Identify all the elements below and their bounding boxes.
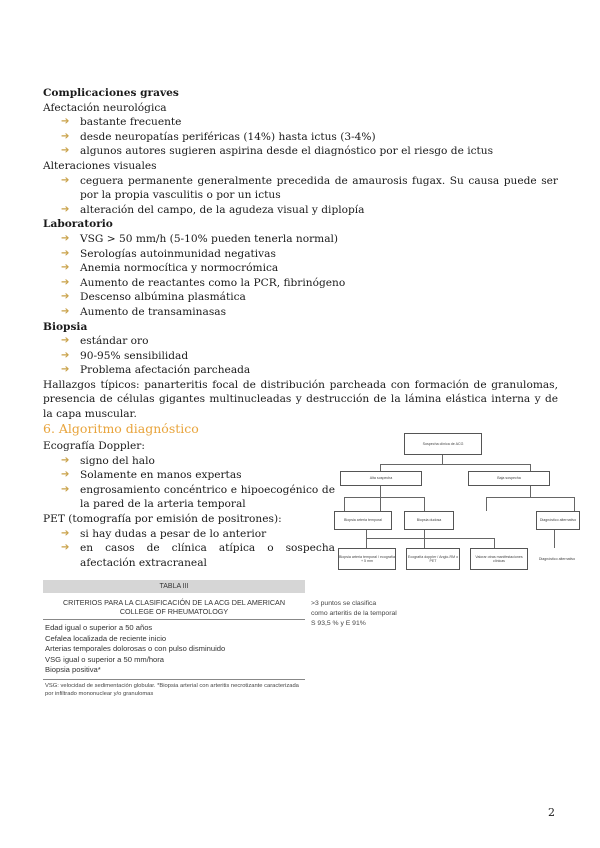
arrow-icon: ➔ [61, 247, 70, 259]
arrow-icon: ➔ [61, 174, 70, 186]
arrow-icon: ➔ [61, 469, 70, 481]
visual-list [43, 174, 558, 218]
list-item: ➔ Anemia normocítica y normocrómica [61, 262, 279, 275]
list-item: ➔ VSG > 50 mm/h (5-10% pueden tenerla normal) [61, 232, 339, 245]
table-row: Cefalea localizada de reciente inicio [45, 633, 167, 643]
main-text [43, 86, 558, 422]
page-number: 2 [548, 806, 555, 819]
arrow-icon: ➔ [61, 232, 70, 244]
algorithm-text [43, 439, 335, 570]
list-item: ➔ desde neuropatías periféricas (14%) hasta ictus (3-4%) [61, 130, 376, 143]
list-item: ➔ Aumento de reactantes como la PCR, fibrinógeno [61, 276, 346, 289]
list-item: ➔ signo del halo [61, 454, 155, 467]
table-footnote: VSG: velocidad de sedimentación globular. *Biopsia arterial con arteritis necrotizante caracterizada por infiltrado mononuclear y/o granulomas [45, 682, 299, 697]
list-item: ➔ ceguera permanente generalmente precedida de amaurosis fugax. Su causa puede ser por la propia vasculitis o por un ictus [61, 174, 558, 202]
table-header: TABLA III [43, 580, 305, 593]
biopsy-list [43, 334, 558, 378]
arrow-icon: ➔ [61, 527, 70, 539]
neuro-title: Afectación neurológica [43, 101, 167, 114]
arrow-icon: ➔ [61, 305, 70, 317]
flow-box-c2: Ecografía doppler / Angio-RM o PET [406, 548, 460, 570]
pet-title: PET (tomografía por emisión de positrones): [43, 512, 282, 525]
arrow-icon: ➔ [61, 349, 70, 361]
list-item: ➔ engrosamiento concéntrico e hipoecogénico de la pared de la arteria temporal [61, 483, 335, 511]
algorithm-title: 6. Algoritmo diagnóstico [43, 421, 199, 436]
arrow-icon: ➔ [61, 335, 70, 347]
pet-list [43, 527, 335, 571]
echo-title: Ecografía Doppler: [43, 440, 145, 452]
list-item: ➔ Aumento de transaminasas [61, 305, 227, 318]
list-item: ➔ Problema afectación parcheada [61, 364, 251, 377]
criteria-table [43, 580, 305, 701]
biopsy-title: Biopsia [43, 320, 88, 333]
list-item: ➔ 90-95% sensibilidad [61, 349, 189, 362]
list-item: ➔ estándar oro [61, 335, 149, 348]
table-row: Arterias temporales dolorosas o con pulso disminuido [45, 644, 226, 654]
arrow-icon: ➔ [61, 262, 70, 274]
list-item: ➔ bastante frecuente [61, 116, 182, 129]
arrow-icon: ➔ [61, 276, 70, 288]
list-item: ➔ algunos autores sugieren aspirina desde el diagnóstico por el riesgo de ictus [61, 145, 494, 158]
arrow-icon: ➔ [61, 130, 70, 142]
arrow-icon: ➔ [61, 454, 70, 466]
arrow-icon: ➔ [61, 291, 70, 303]
flow-box-c1: Biopsia arteria temporal / ecografía + 5 mm [338, 548, 396, 570]
list-item: ➔ Descenso albúmina plasmática [61, 291, 246, 304]
arrow-icon: ➔ [61, 145, 70, 157]
table-row: Biopsia positiva* [45, 665, 101, 675]
flow-box-high: Alta sospecha [340, 471, 422, 486]
flow-box-b3: Diagnóstico alternativo [536, 511, 580, 530]
table-title: CRITERIOS PARA LA CLASIFICACIÓN DE LA ACG DEL AMERICAN COLLEGE OF RHEUMATOLOGY [43, 593, 305, 620]
flow-box-low: Baja sospecha [468, 471, 550, 486]
table-rows [43, 620, 305, 680]
arrow-icon: ➔ [61, 542, 70, 554]
list-item: ➔ en casos de clínica atípica o sospecha afectación extracraneal [61, 542, 335, 569]
list-item: ➔ Serologías autoinmunidad negativas [61, 247, 276, 260]
arrow-icon: ➔ [61, 116, 70, 128]
note-line: S 93,5 % y E 91% [311, 620, 366, 627]
table-row: VSG igual o superior a 50 mm/hora [45, 654, 165, 664]
list-item: ➔ Solamente en manos expertas [61, 469, 242, 482]
flow-box-c3: Valorar otras manifestaciones clínicas [470, 548, 528, 570]
visual-title: Alteraciones visuales [43, 159, 157, 172]
note-line: como arteritis de la temporal [311, 610, 397, 617]
note-line: >3 puntos se clasifica [311, 600, 377, 607]
echo-list [43, 454, 335, 512]
lab-list [43, 232, 558, 320]
diagnostic-flowchart [336, 431, 586, 581]
arrow-icon: ➔ [61, 364, 70, 376]
complications-title: Complicaciones graves [43, 87, 179, 99]
list-item: ➔ si hay dudas a pesar de lo anterior [61, 527, 267, 540]
flow-box-b1: Biopsia arteria temporal [334, 511, 392, 530]
flow-box-top: Sospecha clínica de ACG [404, 433, 482, 455]
flow-box-c4: Diagnóstico alternativo [534, 548, 580, 570]
table-row: Edad igual o superior a 50 años [45, 623, 153, 632]
neuro-list [43, 115, 558, 159]
findings-paragraph: Hallazgos típicos: panarteritis focal de distribución parcheada con formación de granulomas, presencia de células gigantes multinucleadas y destrucción de la lámina elástica interna y de la capa muscular. [43, 378, 558, 421]
classification-note [311, 599, 451, 629]
lab-title: Laboratorio [43, 218, 113, 231]
flow-box-b2: Biopsia dudosa [404, 511, 454, 530]
list-item: ➔ alteración del campo, de la agudeza visual y diplopía [61, 203, 365, 216]
arrow-icon: ➔ [61, 483, 70, 495]
arrow-icon: ➔ [61, 203, 70, 215]
